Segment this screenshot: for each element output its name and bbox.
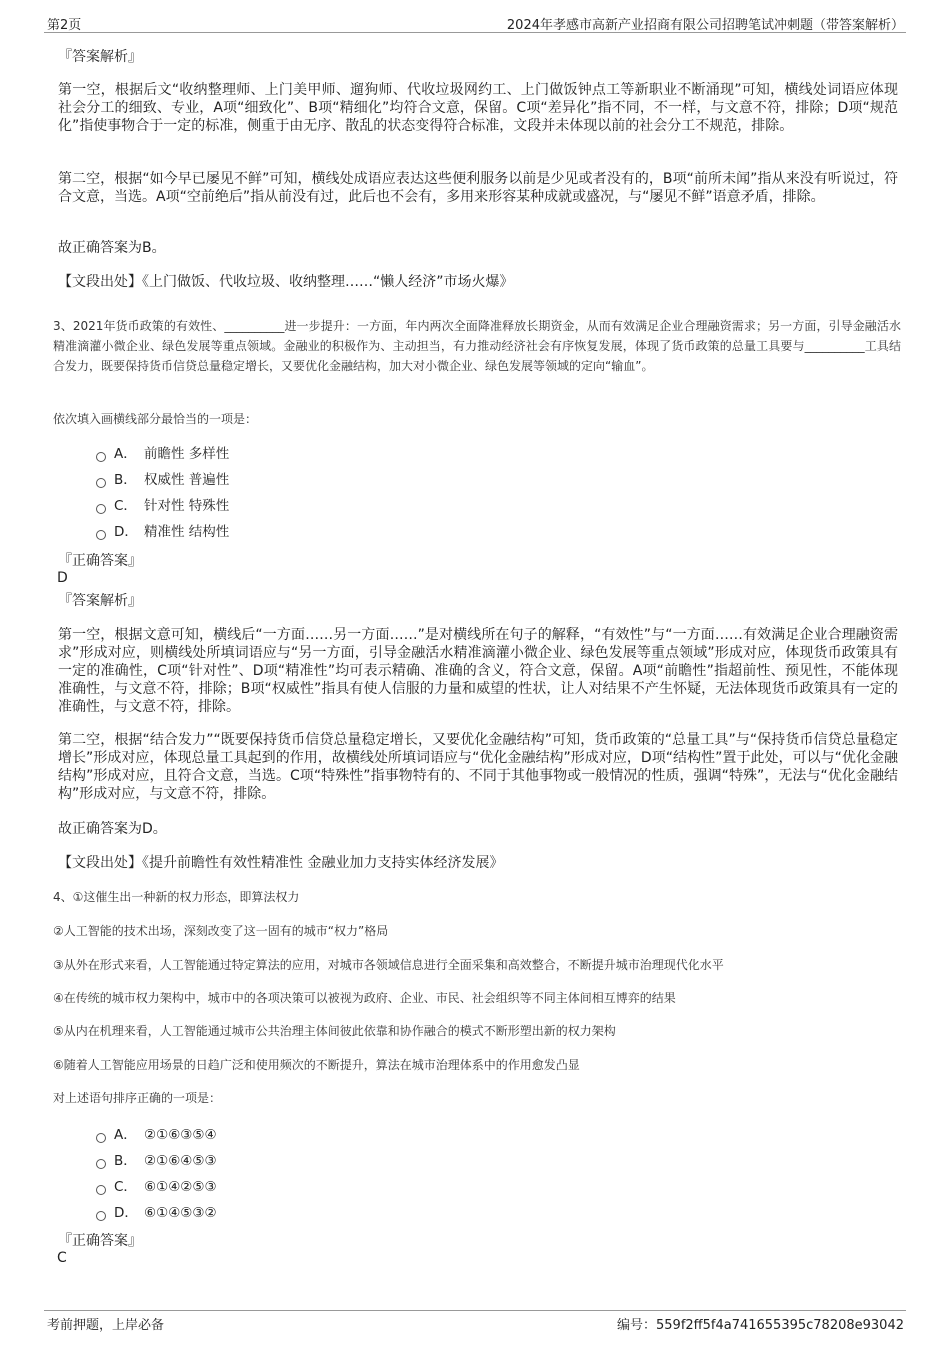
radio-icon[interactable]: [96, 1185, 106, 1195]
radio-icon[interactable]: [96, 1133, 106, 1143]
radio-icon[interactable]: [96, 1211, 106, 1221]
q4-sentence-5: ⑤从内在机理来看，人工智能通过城市公共治理主体间彼此依靠和协作融合的模式不断形塑出新的权力架构: [53, 1024, 616, 1038]
q3-answer-heading: 『正确答案』: [58, 553, 142, 569]
q2-analysis-heading: 『答案解析』: [58, 49, 142, 65]
footer-slogan: 考前押题，上岸必备: [47, 1318, 165, 1333]
document-title: 2024年孝感市高新产业招商有限公司招聘笔试冲刺题（带答案解析）: [506, 18, 904, 33]
q3-prompt: 依次填入画横线部分最恰当的一项是：: [53, 412, 258, 426]
q2-analysis-para1: 第一空，根据后文“收纳整理师、上门美甲师、遛狗师、代收垃圾网约工、上门做饭钟点工等新职业不断涌现”可知，横线处词语应体现社会分工的细致、专业，A项“细致化”、B项“精细化”均符合文意，保留。C项“差异化”指不同，不一样，与文意不符，排除；D项“规范化”指使事物合于一定的标准，侧重于由无序、散乱的状态变得符合标准，文段并未体现以前的社会分工不规范，排除。: [58, 82, 898, 134]
q3-answer: D: [57, 570, 68, 586]
radio-icon[interactable]: [96, 1159, 106, 1169]
q3-analysis-para2: 第二空，根据“结合发力”“既要保持货币信贷总量稳定增长，又要优化金融结构”可知，货币政策的“总量工具”与“保持货币信贷总量稳定增长”形成对应，体现总量工具起到的作用，故横线处所填词语应与“优化金融结构”形成对应，D项“结构性”置于此处，可以与“优化金融结构”形成对应，且符合文意，当选。C项“特殊性”指事物特有的、不同于其他事物或一般情况的性质，强调“特殊”，无法与“优化金融结构”形成对应，与文意不符，排除。: [58, 732, 898, 802]
header-divider: [44, 32, 906, 33]
q3-stem: 3、2021年货币政策的有效性、__________进一步提升：一方面，年内两次全面降准释放长期资金，从而有效满足企业合理融资需求；另一方面，引导金融活水精准滴灌小微企业、绿色发展等重点领域。金融业的积极作为、主动担当，有力推动经济社会有序恢复发展，体现了货币政策的总量工具要与__________工具结合发力，既要保持货币信贷总量稳定增长，又要优化金融结构，加大对小微企业、绿色发展等领域的定向“输血”。: [53, 319, 901, 373]
q3-option-a[interactable]: A． 前瞻性 多样性: [96, 444, 229, 464]
footer-serial: 编号：559f2ff5f4a741655395c78208e93042: [617, 1318, 904, 1333]
radio-icon[interactable]: [96, 452, 106, 462]
q4-option-c[interactable]: C． ⑥①④②⑤③: [96, 1177, 217, 1197]
q4-option-d[interactable]: D． ⑥①④⑤③②: [96, 1203, 217, 1223]
radio-icon[interactable]: [96, 530, 106, 540]
q3-conclusion: 故正确答案为D。: [58, 821, 167, 837]
q3-source: 【文段出处】《提升前瞻性有效性精准性 金融业加力支持实体经济发展》: [58, 855, 504, 871]
q4-sentence-4: ④在传统的城市权力架构中，城市中的各项决策可以被视为政府、企业、市民、社会组织等不同主体间相互博弈的结果: [53, 991, 676, 1005]
q4-prompt: 对上述语句排序正确的一项是：: [53, 1091, 222, 1105]
q4-sentence-3: ③从外在形式来看，人工智能通过特定算法的应用，对城市各领域信息进行全面采集和高效整合，不断提升城市治理现代化水平: [53, 958, 724, 972]
radio-icon[interactable]: [96, 504, 106, 514]
radio-icon[interactable]: [96, 478, 106, 488]
q3-option-d[interactable]: D． 精准性 结构性: [96, 522, 229, 542]
q4-answer-heading: 『正确答案』: [58, 1233, 142, 1249]
q4-sentence-6: ⑥随着人工智能应用场景的日趋广泛和使用频次的不断提升，算法在城市治理体系中的作用愈发凸显: [53, 1058, 580, 1072]
q3-option-c[interactable]: C． 针对性 特殊性: [96, 496, 229, 516]
q2-source: 【文段出处】《上门做饭、代收垃圾、收纳整理……“懒人经济”市场火爆》: [58, 274, 514, 290]
q2-analysis-para2: 第二空，根据“如今早已屡见不鲜”可知，横线处成语应表达这些便利服务以前是少见或者没有的，B项“前所未闻”指从来没有听说过，符合文意，当选。A项“空前绝后”指从前没有过，此后也不会有，多用来形容某种成就或盛况，与“屡见不鲜”语意矛盾，排除。: [58, 171, 898, 205]
page-number: 第2页: [47, 18, 82, 33]
footer-divider: [44, 1310, 906, 1311]
q2-conclusion: 故正确答案为B。: [58, 240, 166, 256]
q4-answer: C: [57, 1250, 67, 1266]
q4-option-a[interactable]: A． ②①⑥③⑤④: [96, 1125, 217, 1145]
q4-sentence-1: 4、①这催生出一种新的权力形态，即算法权力: [53, 890, 300, 904]
q3-analysis-heading: 『答案解析』: [58, 593, 142, 609]
q4-option-b[interactable]: B． ②①⑥④⑤③: [96, 1151, 217, 1171]
q4-sentence-2: ②人工智能的技术出场，深刻改变了这一固有的城市“权力”格局: [53, 924, 389, 938]
q3-analysis-para1: 第一空，根据文意可知，横线后“一方面……另一方面……”是对横线所在句子的解释，“有效性”与“一方面……有效满足企业合理融资需求”形成对应，则横线处所填词语应与“另一方面，引导金融活水精准滴灌小微企业、绿色发展等重点领域”形成对应，体现货币政策具有一定的准确性，C项“针对性”、D项“精准性”均可表示精确、准确的含义，符合文意，保留。A项“前瞻性”指超前性、预见性，不能体现准确性，与文意不符，排除；B项“权威性”指具有使人信服的力量和威望的性状，让人对结果不产生怀疑，无法体现货币政策具有一定的准确性，与文意不符，排除。: [58, 627, 898, 715]
q3-option-b[interactable]: B． 权威性 普遍性: [96, 470, 229, 490]
